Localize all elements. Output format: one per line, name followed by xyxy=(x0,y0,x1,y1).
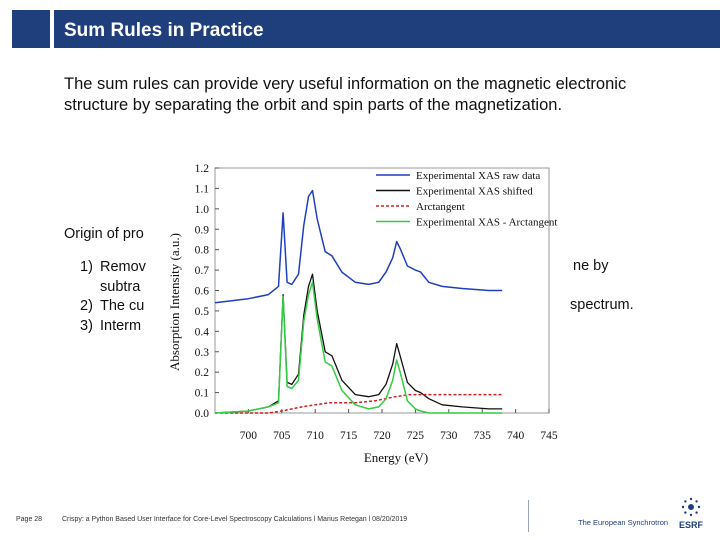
y-tick-label: 1.1 xyxy=(194,183,209,196)
y-tick-label: 0.5 xyxy=(194,305,209,318)
chart-legend xyxy=(376,170,557,229)
list-item-1-number: 1) xyxy=(80,259,93,275)
x-tick-label: 720 xyxy=(373,430,391,442)
x-tick-label: 705 xyxy=(273,430,291,442)
list-item-3-text: Interm xyxy=(100,317,142,334)
series-line-2 xyxy=(215,274,502,413)
chart-y-label: Absorption Intensity (a.u.) xyxy=(167,233,182,371)
header-bar xyxy=(54,10,720,48)
header-square xyxy=(12,10,50,48)
list-item-3-number: 3) xyxy=(80,317,93,334)
legend-label-4: Experimental XAS - Arctangent xyxy=(416,216,558,229)
y-tick-label: 0.7 xyxy=(194,265,209,278)
legend-label-1: Experimental XAS raw data xyxy=(416,170,541,182)
esrf-logo-text: ESRF xyxy=(678,520,704,530)
y-tick-label: 0.4 xyxy=(194,326,209,339)
y-tick-label: 0.0 xyxy=(194,408,209,420)
footer-separator xyxy=(528,500,529,532)
xas-chart xyxy=(167,154,570,470)
footer-organization: The European Synchrotron xyxy=(578,518,669,527)
intro-paragraph xyxy=(64,74,720,116)
y-tick-label: 0.6 xyxy=(194,285,209,298)
footer-page-number: Page 28 xyxy=(16,516,43,523)
y-tick-label: 0.8 xyxy=(194,244,209,257)
y-tick-label: 1.2 xyxy=(194,163,209,175)
x-tick-label: 700 xyxy=(239,430,258,442)
x-tick-label: 710 xyxy=(306,430,324,442)
esrf-sunburst-icon xyxy=(674,496,708,532)
list-item-1-tail: ne by xyxy=(573,258,609,274)
x-tick-label: 725 xyxy=(406,430,425,442)
y-tick-label: 1.0 xyxy=(194,203,209,216)
legend-label-3: Arctangent xyxy=(416,201,465,213)
legend-label-2: Experimental XAS shifted xyxy=(416,185,533,198)
esrf-logo xyxy=(674,496,708,532)
chart-svg xyxy=(167,154,570,470)
list-item-2-text: The cu xyxy=(100,298,145,314)
x-tick-label: 735 xyxy=(473,430,491,442)
x-tick-label: 715 xyxy=(339,430,358,442)
x-tick-label: 740 xyxy=(506,430,525,442)
chart-x-label: Energy (eV) xyxy=(363,450,429,465)
x-tick-label: 745 xyxy=(540,430,558,442)
x-tick-label: 730 xyxy=(440,430,458,442)
series-line-4 xyxy=(215,282,502,413)
list-item-2-number: 2) xyxy=(80,298,93,314)
y-tick-label: 0.1 xyxy=(194,387,209,400)
intro-line-1: The sum rules can provide very useful information on the magnetic electronic xyxy=(64,75,627,93)
y-tick-label: 0.9 xyxy=(194,224,209,237)
intro-line-2: structure by separating the orbit and spin parts of the magnetization. xyxy=(64,96,563,114)
list-item-2-tail: spectrum. xyxy=(570,297,634,313)
y-tick-label: 0.3 xyxy=(194,346,209,359)
y-tick-label: 0.2 xyxy=(194,367,209,380)
origin-label: Origin of pro xyxy=(64,226,144,242)
list-item-1-text: Remov xyxy=(100,259,146,275)
series-line-3 xyxy=(215,395,502,413)
footer-citation: Crispy: a Python Based User Interface for Core-Level Spectroscopy Calculations l Marius Retegan l 08/20/2019 xyxy=(62,516,408,523)
list-item-1-continuation: subtra xyxy=(100,278,141,295)
slide-title: Sum Rules in Practice xyxy=(64,20,264,41)
